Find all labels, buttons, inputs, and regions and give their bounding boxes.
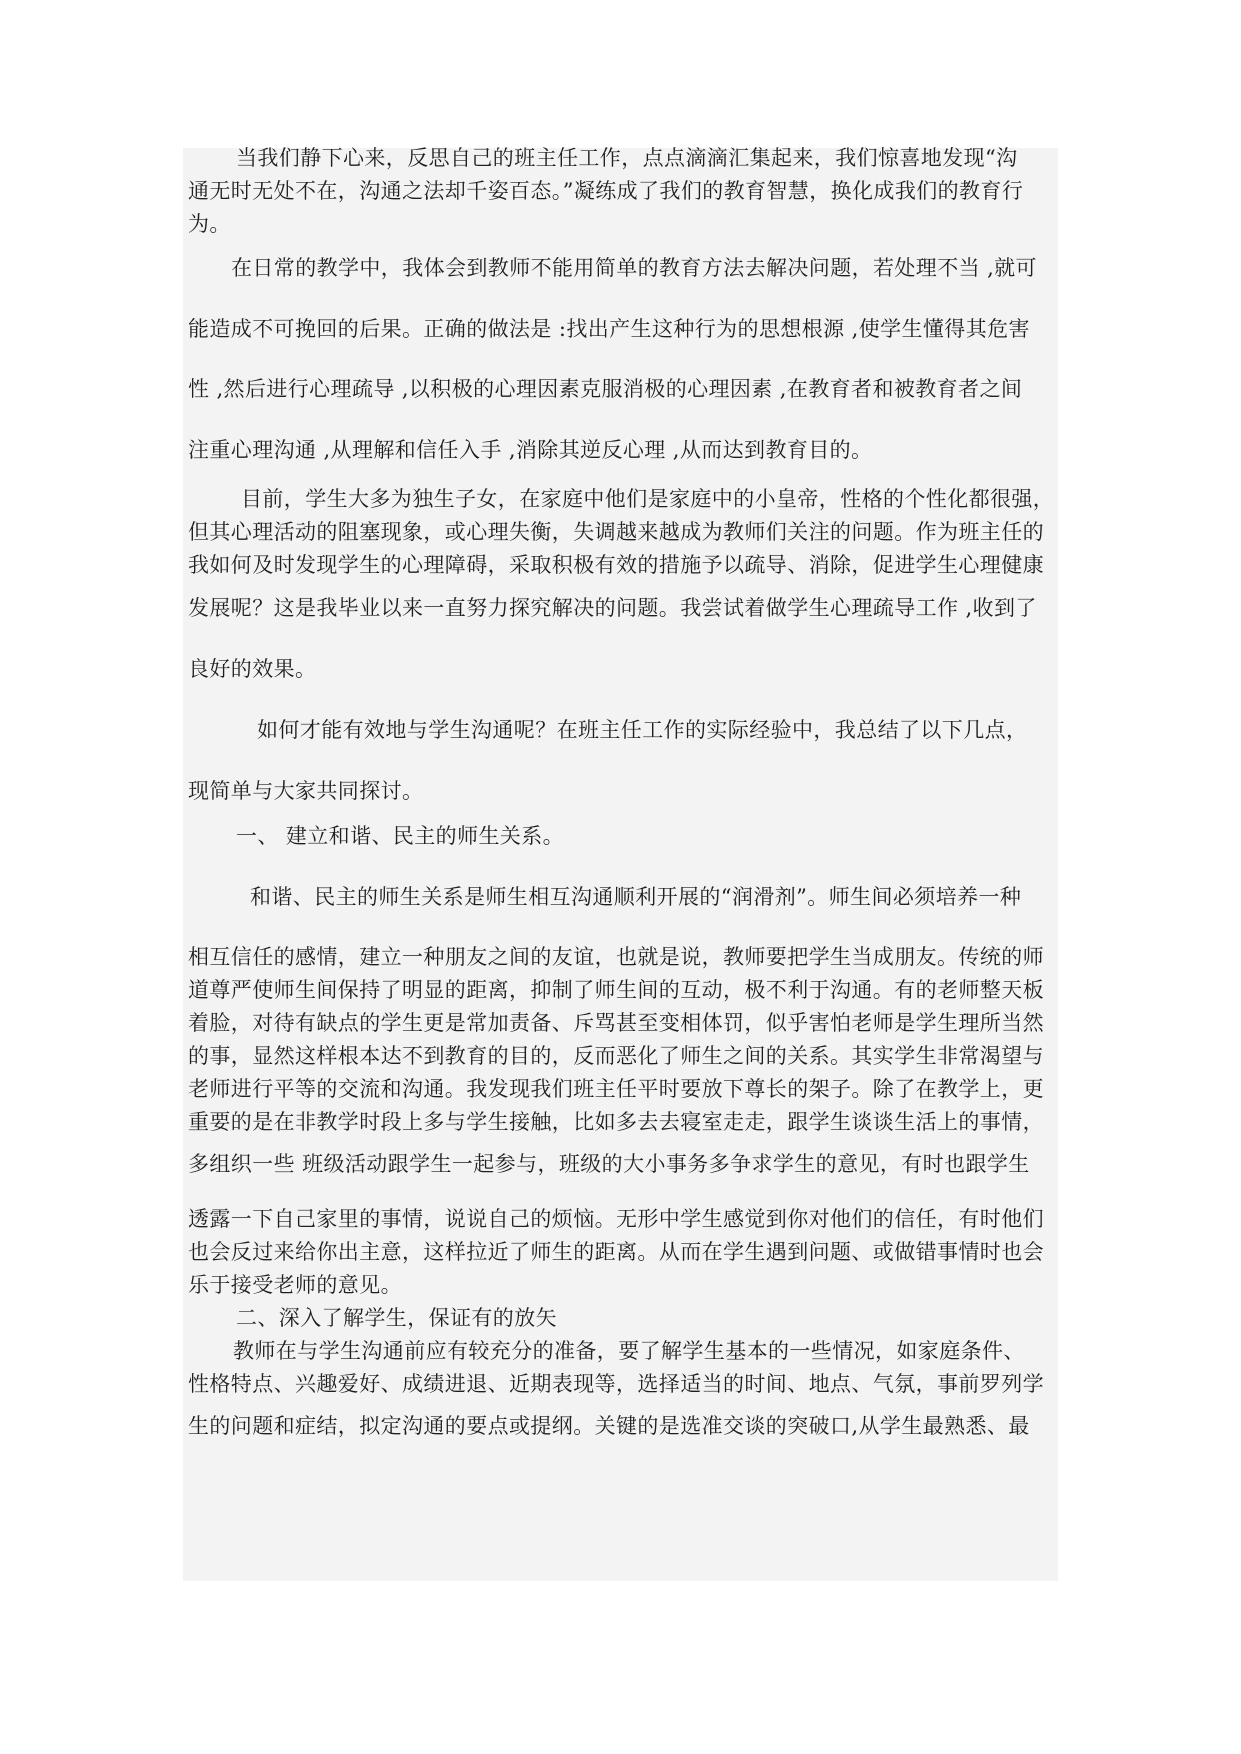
text-line: 能造成不可挽回的后果。正确的做法是 :找出产生这种行为的思想根源 ,使学生懂得其危害 (188, 317, 1030, 341)
text-line: 注重心理沟通 ,从理解和信任入手 ,消除其逆反心理 ,从而达到教育目的。 (188, 438, 873, 462)
text-line: 着脸，对待有缺点的学生更是常加责备、斥骂甚至变相体罚，似乎害怕老师是学生理所当然 (188, 1011, 1044, 1035)
text-line: 通无时无处不在，沟通之法却千姿百态。”凝练成了我们的教育智慧，换化成我们的教育行 (188, 179, 1024, 203)
text-line: 道尊严使师生间保持了明显的距离，抑制了师生间的互动，极不利于沟通。有的老师整天板 (188, 978, 1044, 1002)
text-line: 目前，学生大多为独生子女，在家庭中他们是家庭中的小皇帝，性格的个性化都很强， (241, 487, 1055, 511)
text-line: 多组织一些 班级活动跟学生一起参与，班级的大小事务多争求学生的意见，有时也跟学生 (188, 1152, 1030, 1176)
document-page (183, 148, 1058, 1581)
text-line: 现简单与大家共同探讨。 (188, 779, 424, 803)
text-line: 生的问题和症结，拟定沟通的要点或提纲。关键的是选准交谈的突破口,从学生最熟悉、最 (188, 1414, 1030, 1438)
text-line: 为。 (188, 212, 231, 236)
text-line: 但其心理活动的阻塞现象，或心理失衡，失调越来越成为教师们关注的问题。作为班主任的 (188, 520, 1044, 544)
text-line: 性格特点、兴趣爱好、成绩进退、近期表现等，选择适当的时间、地点、气氛，事前罗列学 (188, 1372, 1044, 1396)
text-line: 重要的是在非教学时段上多与学生接触，比如多去去寝室走走，跟学生谈谈生活上的事情， (188, 1110, 1044, 1134)
text-line: 乐于接受老师的意见。 (188, 1273, 402, 1297)
text-line: 发展呢？这是我毕业以来一直努力探究解决的问题。我尝试着做学生心理疏导工作 ,收到了 (188, 596, 1037, 620)
text-line: 教师在与学生沟通前应有较充分的准备，要了解学生基本的一些情况，如家庭条件、 (233, 1339, 1025, 1363)
text-line: 我如何及时发现学生的心理障碍，采取积极有效的措施予以疏导、消除，促进学生心理健康 (188, 553, 1044, 577)
text-line: 相互信任的感情，建立一种朋友之间的友谊，也就是说，教师要把学生当成朋友。传统的师 (188, 945, 1044, 969)
text-line: 良好的效果。 (188, 657, 317, 681)
text-line: 老师进行平等的交流和沟通。我发现我们班主任平时要放下尊长的架子。除了在教学上，更 (188, 1077, 1044, 1101)
text-line: 如何才能有效地与学生沟通呢？在班主任工作的实际经验中，我总结了以下几点， (257, 718, 1028, 742)
section-heading: 二、深入了解学生，保证有的放矢 (236, 1306, 557, 1330)
section-heading: 一、 建立和谐、民主的师生关系。 (236, 824, 565, 848)
text-line: 性 ,然后进行心理疏导 ,以积极的心理因素克服消极的心理因素 ,在教育者和被教育者之间 (188, 377, 1023, 401)
text-line: 和谐、民主的师生关系是师生相互沟通顺利开展的“润滑剂”。师生间必须培养一种 (250, 885, 1022, 909)
text-line: 的事，显然这样根本达不到教育的目的，反而恶化了师生之间的关系。其实学生非常渴望与 (188, 1044, 1044, 1068)
text-line: 也会反过来给你出主意，这样拉近了师生的距离。从而在学生遇到问题、或做错事情时也会 (188, 1240, 1044, 1264)
text-line: 当我们静下心来，反思自己的班主任工作，点点滴滴汇集起来，我们惊喜地发现“沟 (236, 146, 1018, 170)
text-line: 在日常的教学中，我体会到教师不能用简单的教育方法去解决问题，若处理不当 ,就可 (231, 256, 1037, 280)
text-line: 透露一下自己家里的事情，说说自己的烦恼。无形中学生感觉到你对他们的信任，有时他们 (188, 1207, 1044, 1231)
